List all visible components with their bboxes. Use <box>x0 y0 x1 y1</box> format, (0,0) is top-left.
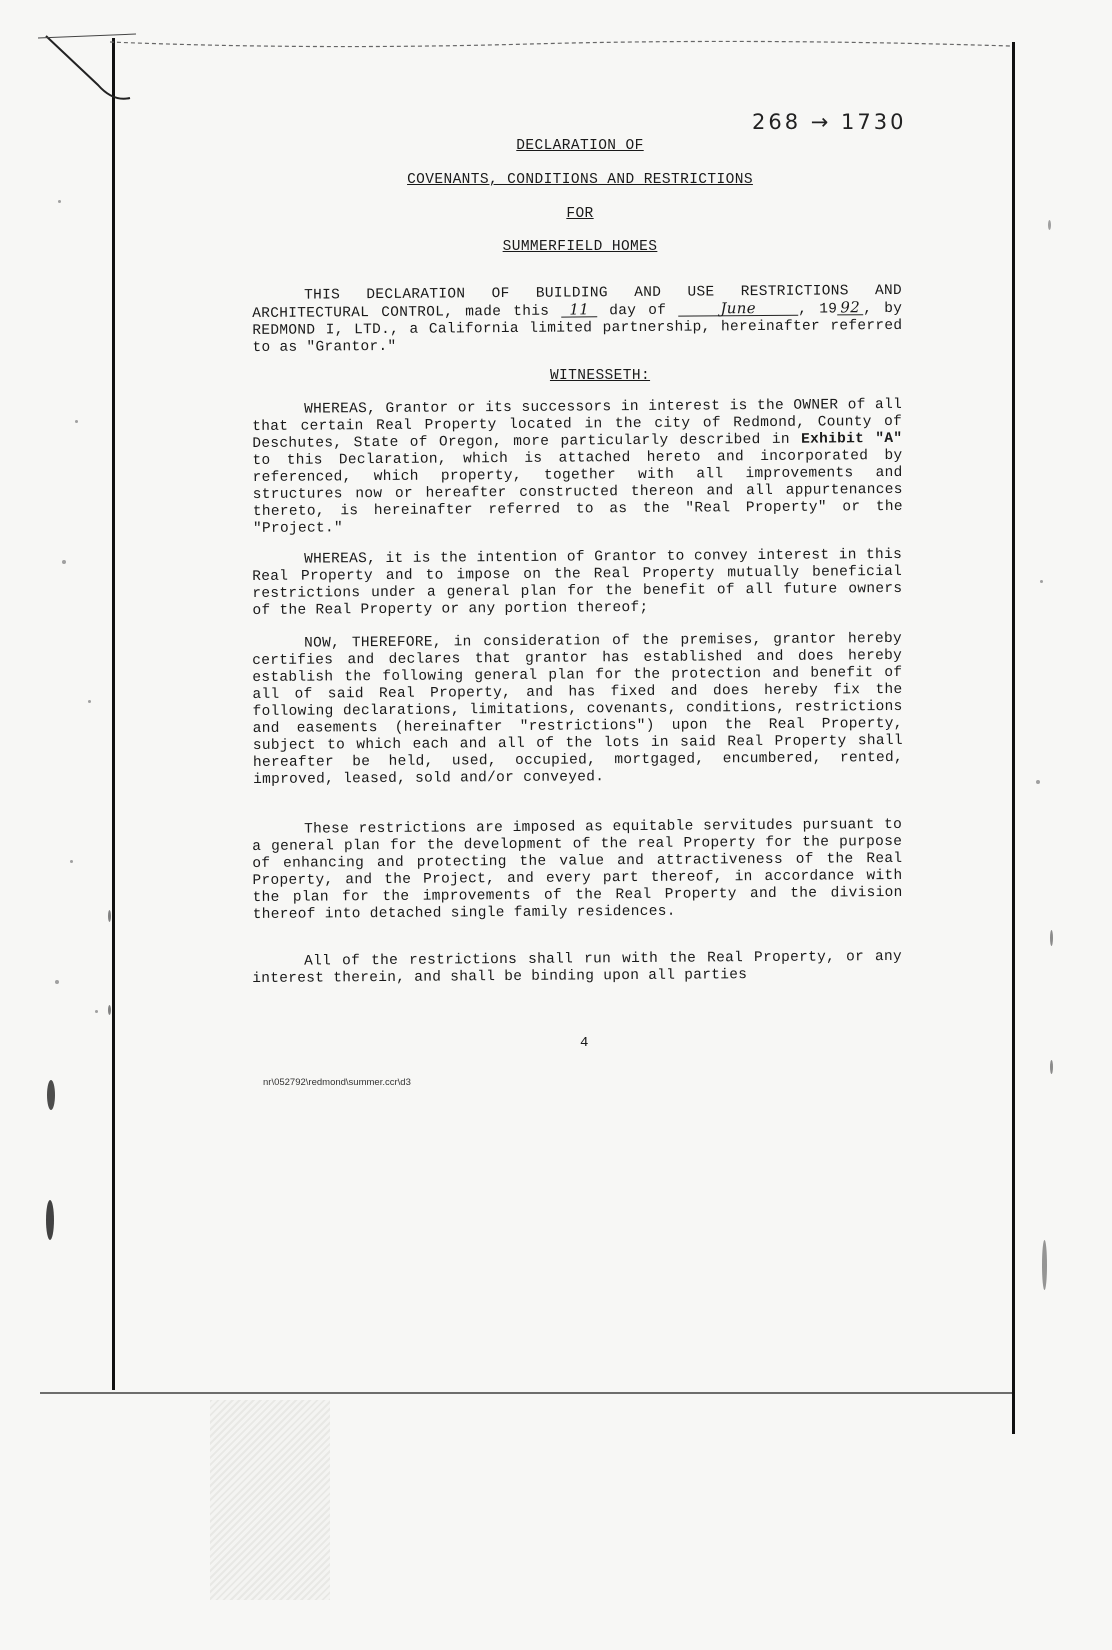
now-therefore-paragraph <box>252 631 903 789</box>
scan-speck <box>58 200 61 203</box>
top-edge-noise <box>110 36 1010 58</box>
run-with-land-paragraph <box>252 949 902 988</box>
scan-speck <box>1050 1060 1053 1074</box>
servitudes-text: These restrictions are imposed as equitable servitudes pursuant to a general plan for the development of the real Property for the purpose of enhancing and protecting the value and attractiveness of the Real Property, and the Project, and every part thereof, in accordance with the plan for the improvements of the Real Property and the division thereof into detached single family residences. <box>252 816 903 923</box>
whereas-1-text-before: WHEREAS, Grantor or its successors in interest is the OWNER of all that certain Real Property located in the city of Redmond, County of Deschutes, State of Oregon, more particularly described in <box>252 396 903 452</box>
servitudes-paragraph <box>252 817 903 924</box>
whereas-1-text-after: to this Declaration, which is attached hereto and incorporated by referenced, which property, together with all improvements and structures now or hereafter constructed thereon and all appurtenances thereto, is hereinafter referred to as the "Real Property" or the "Project." <box>252 447 903 537</box>
intro-text-3: , 19 <box>798 301 838 318</box>
title-summerfield-homes: SUMMERFIELD HOMES <box>502 239 658 255</box>
scan-speck <box>1036 780 1040 784</box>
handwritten-day: 11 <box>561 302 597 317</box>
handwritten-month: June <box>678 301 798 317</box>
handwritten-year: 92 <box>837 300 863 315</box>
scan-speck <box>108 910 111 922</box>
whereas-owner-paragraph <box>252 397 903 538</box>
run-with-land-text: All of the restrictions shall run with the Real Property, or any interest therein, and shall be binding upon all parties <box>252 948 903 987</box>
scan-speck <box>1050 930 1053 946</box>
exhibit-a-reference: Exhibit "A" <box>801 430 903 448</box>
scan-speck <box>55 980 59 984</box>
scan-speck <box>88 700 91 703</box>
scan-speck <box>46 1200 54 1240</box>
scan-speck <box>1042 1240 1047 1290</box>
right-border-line <box>1012 42 1015 1434</box>
intro-paragraph <box>252 283 903 357</box>
recording-stamp: 268 → 1730 <box>752 110 907 134</box>
title-covenants: COVENANTS, CONDITIONS AND RESTRICTIONS <box>407 172 753 188</box>
scan-speck <box>108 1005 111 1015</box>
scan-speck <box>1040 580 1043 583</box>
whereas-2-text: WHEREAS, it is the intention of Grantor to convey interest in this Real Property and to impose on the Real Property mutually beneficial restrictions under a general plan for the benefit of all future owners of the Real Property or any portion thereof; <box>252 546 903 619</box>
intro-text-1: THIS DECLARATION OF BUILDING AND USE RESTRICTIONS AND ARCHITECTURAL CONTROL, made this <box>252 282 903 322</box>
intro-text-4: , by REDMOND I, LTD., a California limited partnership, hereinafter referred to as "Grantor." <box>252 300 903 356</box>
bottom-border-line <box>40 1392 1015 1394</box>
scan-speck <box>1048 220 1051 230</box>
scan-speck <box>62 560 66 564</box>
witnesseth-heading: WITNESSETH: <box>549 368 651 384</box>
scan-shadow-block <box>210 1400 330 1600</box>
title-for: FOR <box>566 206 594 222</box>
page-number: 4 <box>580 1035 589 1051</box>
scan-speck <box>75 420 78 423</box>
scan-speck <box>70 860 73 863</box>
left-border-line <box>112 38 115 1390</box>
whereas-intention-paragraph <box>252 547 903 620</box>
title-declaration-of: DECLARATION OF <box>516 138 644 154</box>
scan-speck <box>47 1080 55 1110</box>
intro-text-2: day of <box>597 302 679 320</box>
footer-file-path: nr\052792\redmond\summer.ccr\d3 <box>263 1077 411 1088</box>
scan-speck <box>95 1010 98 1013</box>
now-therefore-text: NOW, THEREFORE, in consideration of the premises, grantor hereby certifies and declares that grantor has established and does hereby establish the following general plan for the protection and benefit of all of said Real Property, and has fixed and does hereby fix the following declarations, limitations, covenants, conditions, restrictions and easements (hereinafter "restrictions") upon the Real Property, subject to which each and all of the lots in said Real Property shall hereafter be held, used, occupied, mortgaged, encumbered, rented, improved, leased, sold and/or conveyed. <box>252 630 904 788</box>
